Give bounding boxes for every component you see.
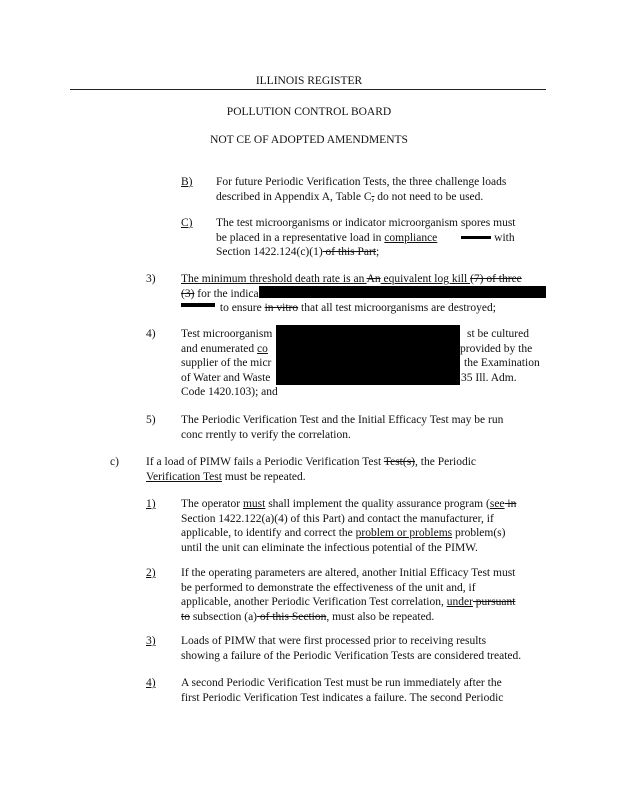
redaction-block bbox=[259, 286, 546, 298]
board-title: POLLUTION CONTROL BOARD bbox=[226, 106, 392, 118]
item-4-line1: Test microorganism bbox=[181, 328, 273, 340]
item-c-upper-label: C) bbox=[181, 217, 193, 229]
item-b-label: B) bbox=[181, 176, 193, 188]
item-4-line2: and enumerated co bbox=[181, 342, 268, 355]
item-c4-line2: first Periodic Verification Test indicates a failure. The second Periodic bbox=[181, 691, 504, 704]
item-5-line2: conc rrently to verify the correlation. bbox=[181, 428, 351, 441]
item-c-upper-line1: The test microorganisms or indicator microorganism spores must bbox=[216, 217, 516, 229]
item-c-upper-line2: be placed in a representative load in compliance with bbox=[216, 231, 515, 244]
section-c-text bbox=[146, 455, 476, 484]
item-4-label: 4) bbox=[146, 328, 156, 340]
item-5-text bbox=[181, 413, 503, 442]
item-3-label: 3) bbox=[146, 273, 156, 285]
item-4-right-line1: st be cultured bbox=[467, 328, 529, 340]
item-c2-line4: to subsection (a) of this Section, must also be repeated. bbox=[181, 610, 435, 623]
redaction-block bbox=[276, 325, 460, 385]
item-c1-text bbox=[181, 497, 516, 555]
item-c1-label: 1) bbox=[146, 498, 156, 510]
item-4-text bbox=[181, 327, 278, 400]
item-c1-line2: Section 1422.122(a)(4) of this Part) and contact the manufacturer, if bbox=[181, 512, 494, 525]
item-c1-line1: The operator must shall implement the quality assurance program (see in bbox=[181, 498, 517, 510]
item-c2-line1: If the operating parameters are altered, another Initial Efficacy Test must bbox=[181, 567, 516, 579]
item-4-line4: of Water and Waste bbox=[181, 371, 271, 384]
item-b-text bbox=[216, 175, 506, 204]
register-title: ILLINOIS REGISTER bbox=[255, 75, 363, 87]
item-5-line1: The Periodic Verification Test and the Initial Efficacy Test may be run bbox=[181, 414, 504, 426]
item-c3-text bbox=[181, 634, 521, 663]
item-c2-line3: applicable, another Periodic Verification Test correlation, under pursuant bbox=[181, 596, 516, 608]
section-c-label: c) bbox=[110, 456, 119, 468]
item-5-label: 5) bbox=[146, 414, 156, 426]
item-c2-line2: be performed to demonstrate the effectiveness of the unit and, if bbox=[181, 581, 476, 594]
item-4-line5: Code 1420.103); and bbox=[181, 386, 278, 398]
item-c2-text bbox=[181, 566, 515, 624]
item-c2-label: 2) bbox=[146, 567, 156, 579]
section-c-line1: If a load of PIMW fails a Periodic Verification Test Test(s), the Periodic bbox=[146, 456, 477, 468]
item-b-line1: For future Periodic Verification Tests, the three challenge loads bbox=[216, 176, 507, 188]
item-c1-line4: until the unit can eliminate the infectious potential of the PIMW. bbox=[181, 541, 478, 554]
section-c-line2: Verification Test must be repeated. bbox=[146, 470, 306, 483]
item-c3-label: 3) bbox=[146, 635, 156, 647]
redaction-mark bbox=[461, 236, 491, 239]
item-4-right-line3: the Examination bbox=[464, 357, 540, 369]
item-4-line3: supplier of the micr bbox=[181, 357, 272, 369]
item-c3-line2: showing a failure of the Periodic Verification Tests are considered treated. bbox=[181, 649, 522, 662]
item-3-line1: The minimum threshold death rate is an An equivalent log kill (7) of three bbox=[181, 273, 522, 285]
item-c4-label: 4) bbox=[146, 677, 156, 689]
item-c-upper-line3: Section 1422.124(c)(1) of this Part; bbox=[216, 246, 380, 258]
item-c4-text bbox=[181, 676, 503, 705]
item-3-line2: (3) for the indica bbox=[181, 287, 259, 300]
item-c3-line1: Loads of PIMW that were first processed prior to receiving results bbox=[181, 635, 487, 647]
item-c1-line3: applicable, to identify and correct the problem or problems problem(s) bbox=[181, 527, 506, 539]
item-3-line3: to ensure in vitro that all test microorganisms are destroyed; bbox=[217, 302, 496, 314]
notice-title: NOT CE OF ADOPTED AMENDMENTS bbox=[210, 134, 408, 146]
item-b-line2: described in Appendix A, Table C, do not need to be used. bbox=[216, 190, 484, 203]
item-4-right-line4: 35 Ill. Adm. bbox=[461, 371, 517, 384]
item-c4-line1: A second Periodic Verification Test must be run immediately after the bbox=[181, 677, 502, 689]
item-4-right-line2: provided by the bbox=[460, 342, 533, 355]
header-rule bbox=[70, 89, 546, 90]
item-c-upper-text bbox=[216, 216, 515, 260]
redaction-mark bbox=[181, 303, 215, 307]
